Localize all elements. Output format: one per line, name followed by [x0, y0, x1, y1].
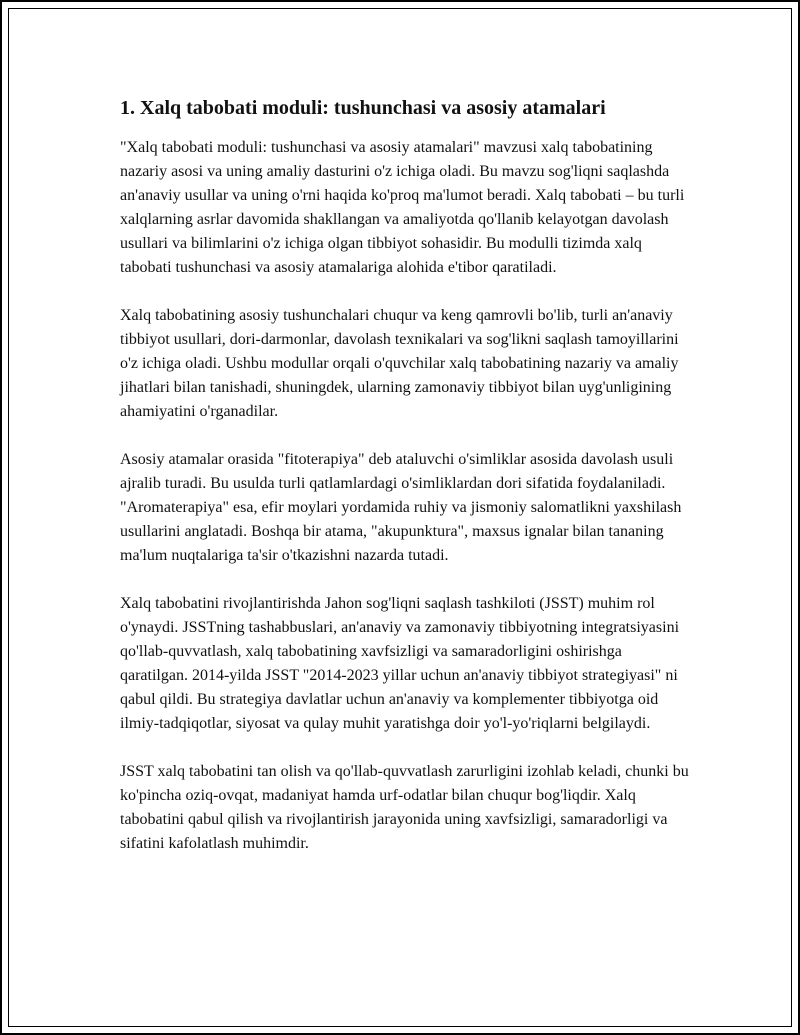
paragraph-terms: Asosiy atamalar orasida "fitoterapiya" deb ataluvchi o'simliklar asosida davolash usuli ajralib turadi. Bu usulda turli qatlamlardagi o'simliklardan dori sifatida foydalaniladi. "Aromaterapiya" esa, efir moylari yordamida ruhiy va jismoniy salomatlikni yaxshilash usullarini anglatadi. Boshqa bir atama, "akupunktura", maxsus ignalar bilan tananing ma'lum nuqtalariga ta'sir o'tkazishni nazarda tutadi. — [120, 451, 682, 564]
paragraph-conclusion: JSST xalq tabobatini tan olish va qo'llab-quvvatlash zarurligini izohlab keladi, chunki bu ko'pincha oziq-ovqat, madaniyat hamda urf-odatlar bilan chuqur bog'liqdir. Xalq tabobatini qabul qilish va rivojlantirish jarayonida uning xavfsizligi, samaradorligi va sifatini kafolatlash muhimdir. — [120, 763, 689, 852]
paragraph-concepts: Xalq tabobatining asosiy tushunchalari chuqur va keng qamrovli bo'lib, turli an'anaviy tibbiyot usullari, dori-darmonlar, davolash texnikalari va sog'likni saqlash tamoyillarini o'z ichiga oladi. Ushbu modullar orqali o'quvchilar xalq tabobatining nazariy va amaliy jihatlari bilan tanishadi, shuningdek, ularning zamonaviy tibbiyot bilan uyg'unligining ahamiyatini o'rganadilar. — [120, 307, 679, 420]
document-body — [120, 94, 690, 880]
paragraph-intro: "Xalq tabobati moduli: tushunchasi va asosiy atamalari" mavzusi xalq tabobatining nazariy asosi va uning amaliy dasturini o'z ichiga oladi. Bu mavzu sog'liqni saqlashda an'anaviy usullar va uning o'rni haqida ko'proq ma'lumot beradi. Xalq tabobati – bu turli xalqlarning asrlar davomida shakllangan va amaliyotda qo'llanib kelayotgan davolash usullari va bilimlarini o'z ichiga olgan tibbiyot sohasidir. Bu modulli tizimda xalq tabobati tushunchasi va asosiy atamalariga alohida e'tibor qaratiladi. — [120, 139, 685, 276]
document-title: 1. Xalq tabobati moduli: tushunchasi va asosiy atamalari — [120, 97, 606, 119]
paragraph-who: Xalq tabobatini rivojlantirishda Jahon sog'liqni saqlash tashkiloti (JSST) muhim rol o'ynaydi. JSSTning tashabbuslari, an'anaviy va zamonaviy tibbiyotning integratsiyasini qo'llab-quvvatlash, xalq tabobatining xavfsizligi va samaradorligini oshirishga qaratilgan. 2014-yilda JSST "2014-2023 yillar uchun an'anaviy tibbiyot strategiyasi" ni qabul qildi. Bu strategiya davlatlar uchun an'anaviy va komplementer tibbiyotga oid ilmiy-tadqiqotlar, siyosat va qulay muhit yaratishga doir yo'l-yo'riqlarni belgilaydi. — [120, 595, 680, 732]
